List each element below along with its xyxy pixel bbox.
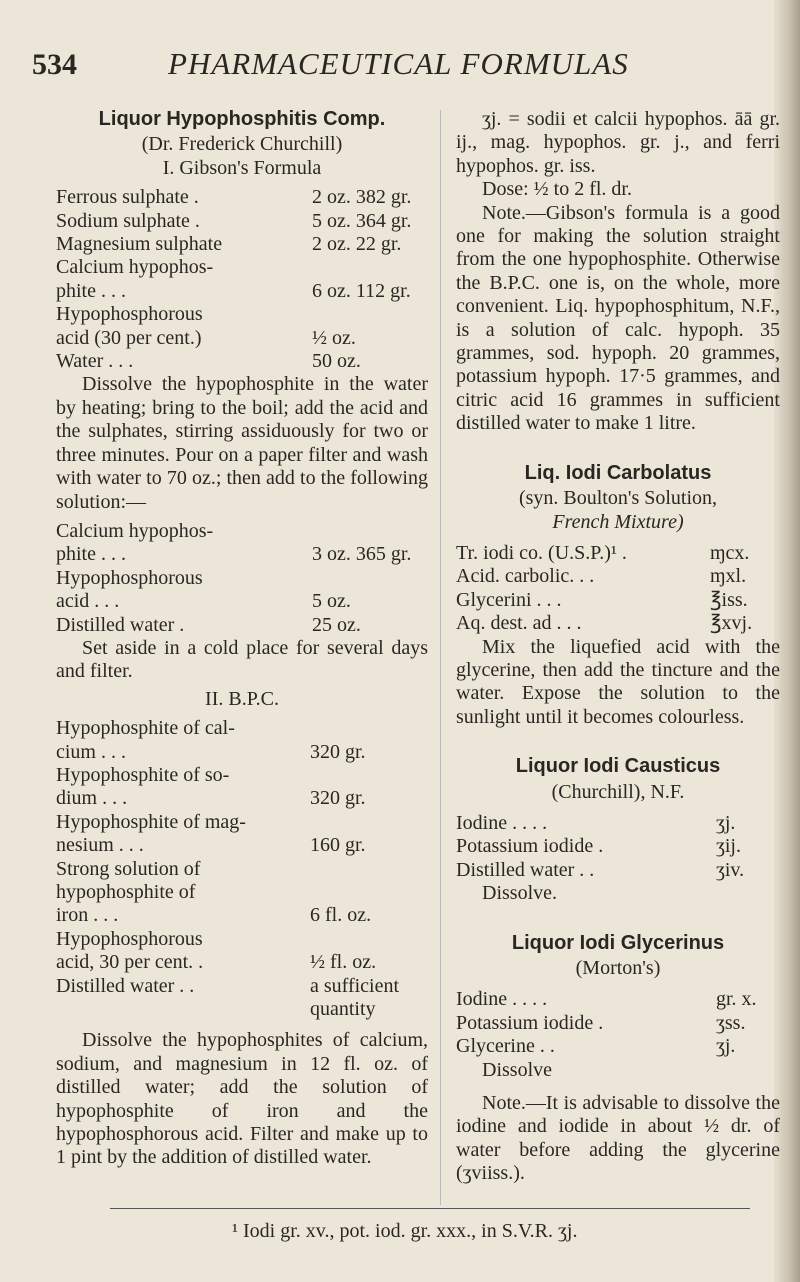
ingredient-name: acid (30 per cent.) — [56, 326, 202, 349]
ingredient-amount: ½ oz. — [312, 326, 356, 349]
ingredient-row — [456, 565, 780, 588]
ingredient-amount: ℥iss. — [710, 588, 748, 611]
ingredient-amount: a sufficient — [310, 974, 400, 997]
ingredient-name: Ferrous sulphate . — [56, 186, 199, 209]
formula-synonym: French Mixture) — [552, 510, 684, 533]
ingredient-amount — [312, 303, 428, 326]
section-heading: II. B.P.C. — [205, 687, 279, 710]
left-column — [56, 108, 428, 1170]
ingredient-row — [56, 881, 428, 904]
ingredient-amount: gr. x. — [716, 988, 757, 1011]
ingredient-amount: 5 oz. 364 gr. — [312, 209, 412, 232]
running-title: PHARMACEUTICAL FORMULAS — [168, 46, 629, 81]
ingredient-row — [56, 811, 428, 834]
paragraph: ʒj. = sodii et calcii hypophos. āā gr. ij., mag. hypophos. gr. j., and ferri hypophos. gr. iss. — [456, 108, 780, 177]
ingredient-list — [456, 812, 780, 882]
ingredient-amount — [310, 881, 428, 904]
ingredient-name: Acid. carbolic. . . — [456, 565, 595, 588]
ingredient-name: iron . . . — [56, 904, 119, 927]
ingredient-row — [456, 589, 780, 612]
ingredient-amount: ʒiv. — [716, 858, 745, 881]
ingredient-list — [56, 520, 428, 637]
ingredient-row — [56, 350, 428, 373]
ingredient-row — [56, 741, 428, 764]
formula-title: Liquor Iodi Causticus — [515, 755, 721, 778]
ingredient-name: Magnesium sulphate — [56, 233, 223, 256]
ingredient-name: cium . . . — [56, 740, 126, 763]
ingredient-amount: ɱxl. — [710, 565, 747, 588]
ingredient-amount: 3 oz. 365 gr. — [312, 543, 412, 566]
ingredient-amount — [310, 858, 428, 881]
ingredient-row — [456, 835, 780, 858]
ingredient-name: Distilled water . . — [56, 974, 195, 997]
ingredient-row — [56, 717, 428, 740]
paragraph: Dissolve the hypophosphite in the water by heating; bring to the boil; add the acid and the sulphates, stirring assiduously for two or three minutes. Pour on a paper filter and wash with water to 70 oz.; then add to the following solution:— — [56, 373, 428, 513]
ingredient-amount — [310, 811, 428, 834]
ingredient-amount: 160 gr. — [310, 834, 366, 857]
ingredient-row — [456, 542, 780, 565]
ingredient-amount: 5 oz. — [312, 590, 351, 613]
formula-subtitle: (Dr. Frederick Churchill) — [141, 133, 343, 156]
ingredient-name: Iodine . . . . — [456, 988, 548, 1011]
formula-title: Liq. Iodi Carbolatus — [524, 461, 712, 484]
paragraph: Mix the liquefied acid with the glycerine, then add the tincture and the water. Expose the solution to the sunlight until it becomes colourless. — [456, 635, 780, 728]
ingredient-row — [56, 520, 428, 543]
note-paragraph: Note.—Gibson's formula is a good one for making the solution straight from the one hypophosphite. Otherwise the B.P.C. one is, on the whole, more convenient. Liq. hypophosphitum, N.F., is a solution of calc. hypoph. 35 grammes, sod. hypoph. 20 grammes, potassium hypoph. 17·5 grammes, and citric acid 16 grammes in sufficient distilled water to make 1 litre. — [456, 201, 780, 435]
ingredient-row — [56, 787, 428, 810]
ingredient-amount: ɱcx. — [710, 541, 750, 564]
ingredient-row — [56, 210, 428, 233]
ingredient-name: Sodium sulphate . — [56, 209, 200, 232]
ingredient-list — [456, 988, 780, 1058]
ingredient-row — [456, 988, 780, 1011]
ingredient-row — [56, 303, 428, 326]
ingredient-row — [56, 590, 428, 613]
ingredient-list — [456, 542, 780, 636]
ingredient-row — [56, 928, 428, 951]
ingredient-row — [456, 1035, 780, 1058]
ingredient-name: nesium . . . — [56, 834, 144, 857]
page-number: 534 — [32, 48, 77, 81]
ingredient-name: Potassium iodide . — [456, 835, 604, 858]
ingredient-name: Glycerini . . . — [456, 588, 562, 611]
ingredient-row — [56, 904, 428, 927]
ingredient-name: Distilled water . — [56, 613, 185, 636]
right-column — [456, 108, 780, 1186]
ingredient-name: phite . . . — [56, 279, 126, 302]
ingredient-amount: 2 oz. 22 gr. — [312, 233, 402, 256]
paragraph: Set aside in a cold place for several days and filter. — [56, 636, 428, 683]
column-divider — [440, 110, 441, 1205]
ingredient-name: Hypophosphorous — [56, 303, 203, 326]
direction-text: Dissolve — [482, 1058, 552, 1081]
ingredient-name: Hypophosphite of cal- — [56, 717, 235, 740]
ingredient-amount — [312, 256, 428, 279]
ingredient-amount: ʒj. — [716, 811, 736, 834]
ingredient-amount — [312, 520, 428, 543]
ingredient-row — [56, 327, 428, 350]
ingredient-name: phite . . . — [56, 543, 126, 566]
ingredient-name: hypophosphite of — [56, 881, 196, 903]
ingredient-row — [56, 858, 428, 881]
ingredient-amount: quantity — [310, 998, 376, 1021]
ingredient-name: Iodine . . . . — [456, 811, 548, 834]
ingredient-amount: 320 gr. — [310, 787, 366, 810]
ingredient-name: Potassium iodide . — [456, 1011, 604, 1034]
ingredient-name: Hypophosphite of mag- — [56, 810, 246, 833]
formula-title: Liquor Hypophosphitis Comp. — [98, 108, 386, 130]
formula-title: Liquor Iodi Glycerinus — [511, 931, 725, 954]
note-paragraph: Note.—It is advisable to dissolve the iodine and iodide in about ½ dr. of water before adding the glycerine (ʒviiss.). — [456, 1092, 780, 1185]
ingredient-name: dium . . . — [56, 787, 128, 810]
ingredient-name: Calcium hypophos- — [56, 519, 214, 542]
footnote: ¹ Iodi gr. xv., pot. iod. gr. xxx., in S.V.R. ʒj. — [232, 1220, 578, 1242]
page-header — [32, 40, 732, 90]
ingredient-amount — [310, 928, 428, 951]
ingredient-row — [56, 998, 428, 1021]
formula-subtitle: (Churchill), N.F. — [551, 780, 685, 803]
ingredient-name: Hypophosphorous — [56, 566, 203, 589]
ingredient-amount: 6 fl. oz. — [310, 904, 372, 927]
ingredient-row — [456, 859, 780, 882]
ingredient-amount: ʒss. — [716, 1011, 746, 1034]
ingredient-row — [56, 764, 428, 787]
ingredient-name: Glycerine . . — [456, 1035, 555, 1058]
ingredient-name: Hypophosphite of so- — [56, 763, 230, 786]
ingredient-amount: ½ fl. oz. — [310, 951, 377, 974]
ingredient-name: Calcium hypophos- — [56, 256, 214, 279]
ingredient-amount: 25 oz. — [312, 613, 361, 636]
ingredient-name: acid, 30 per cent. . — [56, 951, 204, 974]
ingredient-name: Aq. dest. ad . . . — [456, 612, 582, 635]
ingredient-row — [56, 567, 428, 590]
ingredient-name: Water . . . — [56, 350, 134, 373]
footnote-rule — [110, 1208, 750, 1209]
ingredient-row — [56, 975, 428, 998]
ingredient-row — [56, 256, 428, 279]
ingredient-amount: 6 oz. 112 gr. — [312, 279, 411, 302]
ingredient-list — [56, 186, 428, 373]
paragraph: Dissolve the hypophosphites of calcium, sodium, and magnesium in 12 fl. oz. of distilled water; add the solution of hypophosphite of iron and the hypophosphorous acid. Filter and make up to 1 pint by the addition of distilled water. — [56, 1029, 428, 1169]
formula-subtitle: (Morton's) — [575, 957, 661, 979]
ingredient-row — [56, 186, 428, 209]
ingredient-row — [56, 280, 428, 303]
direction-text: Dissolve. — [482, 882, 557, 905]
ingredient-name: Hypophosphorous — [56, 927, 203, 950]
ingredient-row — [456, 1012, 780, 1035]
ingredient-row — [56, 543, 428, 566]
section-heading: I. Gibson's Formula — [162, 156, 322, 179]
ingredient-name: Strong solution of — [56, 857, 201, 880]
ingredient-row — [456, 812, 780, 835]
dose-text: Dose: ½ to 2 fl. dr. — [482, 178, 632, 201]
ingredient-row — [56, 233, 428, 256]
ingredient-name — [56, 998, 310, 1021]
ingredient-name: Tr. iodi co. (U.S.P.)¹ . — [456, 541, 627, 564]
ingredient-name: Distilled water . . — [456, 858, 595, 881]
ingredient-list — [56, 717, 428, 1021]
ingredient-name: acid . . . — [56, 590, 120, 613]
ingredient-amount: 2 oz. 382 gr. — [312, 186, 412, 209]
ingredient-row — [456, 612, 780, 635]
ingredient-amount: 50 oz. — [312, 350, 361, 373]
ingredient-row — [56, 951, 428, 974]
ingredient-row — [56, 614, 428, 637]
ingredient-amount — [312, 567, 428, 590]
ingredient-amount: 320 gr. — [310, 740, 366, 763]
ingredient-row — [56, 834, 428, 857]
ingredient-amount: ℥xvj. — [710, 612, 753, 635]
ingredient-amount: ʒij. — [716, 835, 741, 858]
ingredient-amount — [310, 717, 428, 740]
ingredient-amount — [310, 764, 428, 787]
formula-synonym: (syn. Boulton's Solution, — [518, 487, 718, 510]
ingredient-amount: ʒj. — [716, 1035, 736, 1058]
